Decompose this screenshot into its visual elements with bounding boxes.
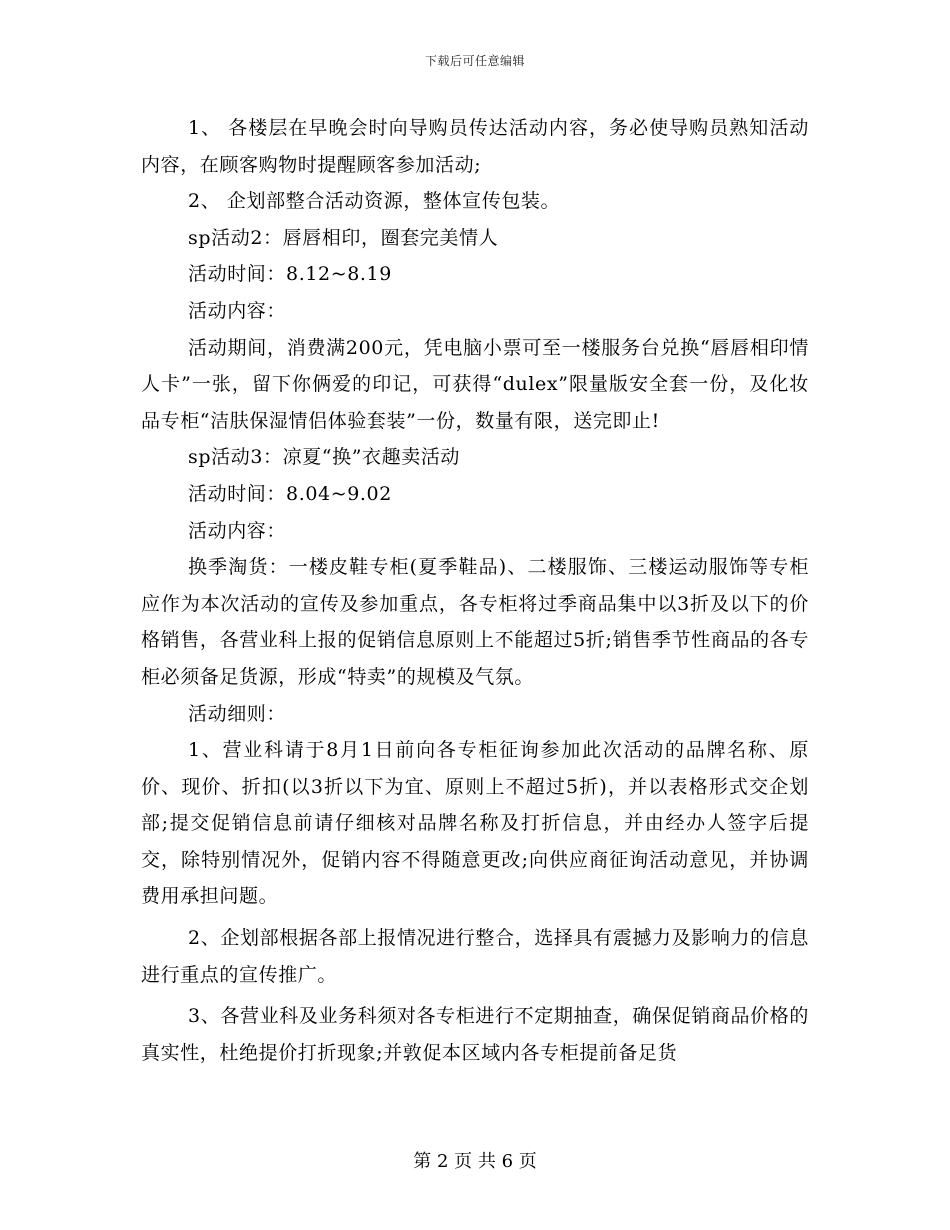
activity-3-description: 换季淘货：一楼皮鞋专柜(夏季鞋品)、二楼服饰、三楼运动服饰等专柜应作为本次活动的宣传及参加重点，各专柜将过季商品集中以3折及以下的价格销售，各营业科上报的促销信息原则上不能超过5折;销售季节性商品的各专柜必须备足货源，形成“特卖”的规模及气氛。 — [141, 556, 809, 688]
activity-2-description: 活动期间，消费满200元，凭电脑小票可至一楼服务台兑换“唇唇相印情人卡”一张，留下你俩爱的印记，可获得“dulex”限量版安全套一份，及化妆品专柜“洁肤保湿情侣体验套装”一份，数量有限，送完即止! — [141, 336, 809, 432]
paragraph-planning-integration: 2、 企划部整合活动资源，整体宣传包装。 — [188, 190, 561, 213]
activity-rules-label: 活动细则： — [188, 702, 287, 725]
rule-1: 1、营业科请于8月1日前向各专柜征询参加此次活动的品牌名称、原价、现价、折扣(以3折以下为宜、原则上不超过5折)，并以表格形式交企划部;提交促销信息前请仔细核对品牌名称及打折信息，并由经办人签字后提交，除特别情况外，促销内容不得随意更改;向供应商征询活动意见，并协调费用承担问题。 — [141, 739, 809, 908]
activity-3-time: 活动时间：8.04~9.02 — [188, 482, 392, 505]
activity-2-time: 活动时间：8.12~8.19 — [188, 263, 392, 286]
rule-3: 3、各营业科及业务科须对各专柜进行不定期抽查，确保促销商品价格的真实性，杜绝提价打折现象;并敦促本区域内各专柜提前备足货 — [141, 1005, 809, 1064]
paragraph-floor-briefing: 1、 各楼层在早晚会时向导购员传达活动内容，务必使导购员熟知活动内容，在顾客购物时提醒顾客参加活动; — [141, 117, 809, 176]
activity-3-title: sp活动3：凉夏“换”衣趣卖活动 — [188, 446, 461, 469]
activity-3-content-label: 活动内容： — [188, 519, 287, 542]
activity-2-title: sp活动2：唇唇相印，圈套完美情人 — [188, 226, 499, 249]
rule-2: 2、企划部根据各部上报情况进行整合，选择具有震撼力及影响力的信息进行重点的宣传推广。 — [141, 927, 809, 986]
page-header: 下载后可任意编辑 — [424, 54, 525, 68]
activity-2-content-label: 活动内容： — [188, 299, 287, 322]
document-body — [141, 110, 809, 1071]
page-number: 第 2 页 共 6 页 — [413, 1151, 537, 1172]
